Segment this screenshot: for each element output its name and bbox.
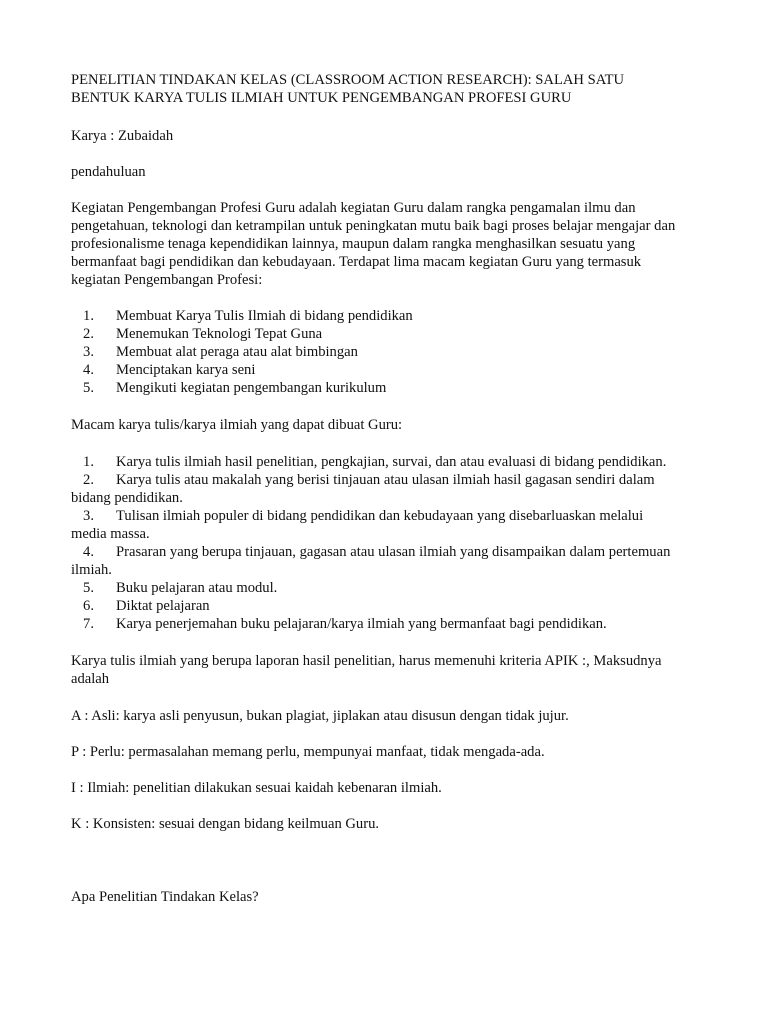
- list-item: [0, 579, 768, 597]
- list-item-text: Buku pelajaran atau modul.: [116, 580, 278, 596]
- list-item-number: 2.: [83, 472, 94, 488]
- title-line-1: PENELITIAN TINDAKAN KELAS (CLASSROOM ACTION RESEARCH): SALAH SATU: [71, 72, 625, 88]
- list-item: [0, 471, 768, 489]
- list-item-text: Karya tulis atau makalah yang berisi tinjauan atau ulasan ilmiah hasil gagasan sendiri dalam: [116, 472, 655, 488]
- intro-line-2: pengetahuan, teknologi dan ketrampilan untuk peningkatan mutu baik bagi proses belajar mengajar dan: [71, 218, 676, 234]
- apik-intro: [71, 652, 711, 688]
- intro-paragraph: [71, 199, 711, 289]
- list-item-text: Menciptakan karya seni: [116, 362, 256, 378]
- list-item-text: Karya tulis ilmiah hasil penelitian, pengkajian, survai, dan atau evaluasi di bidang pendidikan.: [116, 454, 667, 470]
- criterion-ilmiah: I : Ilmiah: penelitian dilakukan sesuai kaidah kebenaran ilmiah.: [71, 780, 442, 796]
- criterion-konsisten: K : Konsisten: sesuai dengan bidang keilmuan Guru.: [71, 816, 380, 832]
- intro-line-1: Kegiatan Pengembangan Profesi Guru adalah kegiatan Guru dalam rangka pengamalan ilmu dan: [71, 200, 636, 216]
- apik-intro-line-2: adalah: [71, 671, 110, 687]
- list-item-number: 4.: [83, 362, 94, 378]
- list-item-number: 1.: [83, 308, 94, 324]
- intro-line-4: bermanfaat bagi pendidikan dan kebudayaan. Terdapat lima macam kegiatan Guru yang termasuk: [71, 254, 642, 270]
- list-item-number: 7.: [83, 616, 94, 632]
- list-item: [0, 543, 768, 561]
- writing-types-intro: Macam karya tulis/karya ilmiah yang dapat dibuat Guru:: [71, 417, 403, 433]
- list-item-text: Diktat pelajaran: [116, 598, 210, 614]
- title-line-2: BENTUK KARYA TULIS ILMIAH UNTUK PENGEMBANGAN PROFESI GURU: [71, 90, 572, 106]
- list-item-continuation: bidang pendidikan.: [71, 490, 183, 506]
- apik-intro-line-1: Karya tulis ilmiah yang berupa laporan hasil penelitian, harus memenuhi kriteria APIK :, Maksudnya: [71, 653, 662, 669]
- criterion-asli: A : Asli: karya asli penyusun, bukan plagiat, jiplakan atau disusun dengan tidak jujur.: [71, 708, 569, 724]
- closing-question: Apa Penelitian Tindakan Kelas?: [71, 889, 259, 905]
- list-item: [0, 379, 768, 397]
- list-item-continuation: media massa.: [71, 526, 150, 542]
- list-item-number: 4.: [83, 544, 94, 560]
- list-item-text: Menemukan Teknologi Tepat Guna: [116, 326, 323, 342]
- list-item: [0, 597, 768, 615]
- list-item-number: 1.: [83, 454, 94, 470]
- list-item: [0, 343, 768, 361]
- list-item-text: Karya penerjemahan buku pelajaran/karya ilmiah yang bermanfaat bagi pendidikan.: [116, 616, 607, 632]
- intro-line-5: kegiatan Pengembangan Profesi:: [71, 272, 263, 288]
- list-item: [0, 507, 768, 525]
- list-item: [0, 361, 768, 379]
- list-item-number: 3.: [83, 344, 94, 360]
- intro-line-3: profesionalisme tenaga kependidikan lainnya, maupun dalam rangka menghasilkan sesuatu yang: [71, 236, 636, 252]
- list-item-text: Mengikuti kegiatan pengembangan kurikulum: [116, 380, 387, 396]
- criterion-perlu: P : Perlu: permasalahan memang perlu, mempunyai manfaat, tidak mengada-ada.: [71, 744, 545, 760]
- document-title: [71, 71, 711, 107]
- list-item-text: Prasaran yang berupa tinjauan, gagasan atau ulasan ilmiah yang disampaikan dalam pertemuan: [116, 544, 671, 560]
- list-item-text: Membuat alat peraga atau alat bimbingan: [116, 344, 358, 360]
- list-item-continuation: ilmiah.: [71, 562, 112, 578]
- list-item-number: 5.: [83, 380, 94, 396]
- list-item: [0, 325, 768, 343]
- list-item-text: Membuat Karya Tulis Ilmiah di bidang pendidikan: [116, 308, 413, 324]
- list-item: [0, 307, 768, 325]
- list-item-number: 2.: [83, 326, 94, 342]
- list-item: [0, 453, 768, 471]
- list-item: [0, 615, 768, 633]
- list-item-number: 6.: [83, 598, 94, 614]
- list-item-number: 3.: [83, 508, 94, 524]
- section-heading: pendahuluan: [71, 164, 146, 180]
- list-item-number: 5.: [83, 580, 94, 596]
- author-line: Karya : Zubaidah: [71, 128, 174, 144]
- list-item-text: Tulisan ilmiah populer di bidang pendidikan dan kebudayaan yang disebarluaskan melalui: [116, 508, 644, 524]
